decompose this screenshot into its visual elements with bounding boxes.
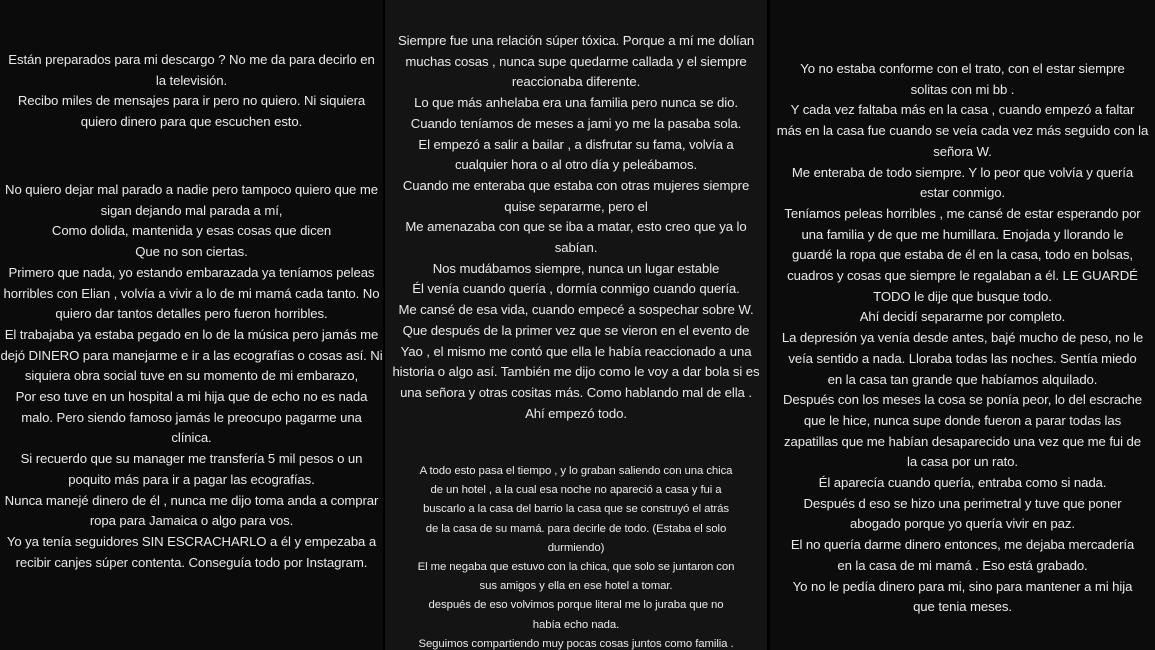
story-panel-middle: [385, 0, 767, 650]
story-text-block: Yo no estaba conforme con el trato, con el estar siempre solitas con mi bb . Y cada vez faltaba más en la casa , cuando empezó a faltar más en la casa fue cuando se veía cada vez más seguido con la señora W. Me enteraba de todo siempre. Y lo peor que volvía y quería estar conmigo. Teníamos peleas horribles , me cansé de estar esperando por una familia y de que me humillara. Enojada y llorando le guardé la ropa que estaba de él en la casa, todo en bolsas, cuadros y cosas que siempre le regalaban a él. LE GUARDÉ TODO le dije que busque todo. Ahí decidí separarme por completo. La depresión ya venía desde antes, bajé mucho de peso, no le veía sentido a nada. Lloraba todas las noches. Sentía miedo en la casa tan grande que habíamos alquilado. Después con los meses la cosa se ponía peor, lo del escrache que le hice, nunca supe donde fueron a parar todas las zapatillas que me habían desaparecido una vez que me fui de la casa por un rato. Él aparecía cuando quería, entraba como si nada. Después d eso se hizo una perimetral y tuve que poner abogado porque yo quería vivir en paz. El no quería darme dinero entonces, me dejaba mercadería en la casa de mi mamá . Eso está grabado. Yo no le pedía dinero para mi, sino para mantener a mi hija que tenia meses.: [776, 61, 1149, 615]
story-text-block: A todo esto pasa el tiempo , y lo graban saliendo con una chica de un hotel , a la cual esa noche no apareció a casa y fui a buscarlo a la casa del barrio la casa que se construyó el atrás de la casa de su mamá. para decirle de todo. (Estaba el solo durmiendo) El me negaba que estuvo con la chica, que solo se juntaron con sus amigos y ella en ese hotel a tomar. después de eso volvimos porque literal me lo juraba que no había echo nada. Seguimos compartiendo muy pocas cosas juntos como familia .: [417, 465, 735, 650]
story-text-block: Siempre fue una relación súper tóxica. Porque a mí me dolían muchas cosas , nunca supe quedarme callada y el siempre reaccionaba diferente. Lo que más anhelaba era una familia pero nunca se dio. Cuando teníamos de meses a jami yo me la pasaba sola. El empezó a salir a bailar , a disfrutar su fama, volvía a cualquier hora o al otro día y peleábamos. Cuando me enteraba que estaba con otras mujeres siempre quise separarme, pero el Me amenazaba con que se iba a matar, esto creo que ya lo sabían. Nos mudábamos siempre, nunca un lugar estable Él venía cuando quería , dormía conmigo cuando quería. Me cansé de esa vida, cuando empecé a sospechar sobre W. Que después de la primer vez que se vieron en el evento de Yao , el mismo me contó que ella le había reaccionado a una historia o algo así. También me dijo como le voy a dar bola si es una señora y otras cositas más. Como hablando mal de ella . Ahí empezó todo.: [392, 33, 760, 421]
story-text-block: No quiero dejar mal parado a nadie pero tampoco quiero que me sigan dejando mal parada a mí, Como dolida, mantenida y esas cosas que dicen Que no son ciertas. Primero que nada, yo estando embarazada ya teníamos peleas horribles con Elian , volvía a vivir a lo de mi mamá cada tanto. No quiero dar tantos detalles pero fueron horribles. El trabajaba ya estaba pegado en lo de la música pero jamás me dejó DINERO para manejarme e ir a las ecografías o cosas así. Ni siquiera obra social tuve en su momento de mi embarazo, Por eso tuve en un hospital a mi hija que de echo no es nada malo. Pero siendo famoso jamás le preocupo pagarme una clínica. Si recuerdo que su manager me transfería 5 mil pesos o un poquito más para ir a pagar las ecografías. Nunca manejé dinero de él , nunca me dijo toma anda a comprar ropa para Jamaica o algo para vos. Yo ya tenía seguidores SIN ESCRACHARLO a él y empezaba a recibir canjes súper contenta. Conseguía todo por Instagram.: [0, 182, 383, 570]
story-text-block: Están preparados para mi descargo ? No me da para decirlo en la televisión. Recibo miles de mensajes para ir pero no quiero. Ni siquiera quiero dinero para que escuchen esto.: [8, 52, 375, 130]
story-panel-left: [0, 0, 383, 650]
story-panel-right: [770, 0, 1155, 650]
